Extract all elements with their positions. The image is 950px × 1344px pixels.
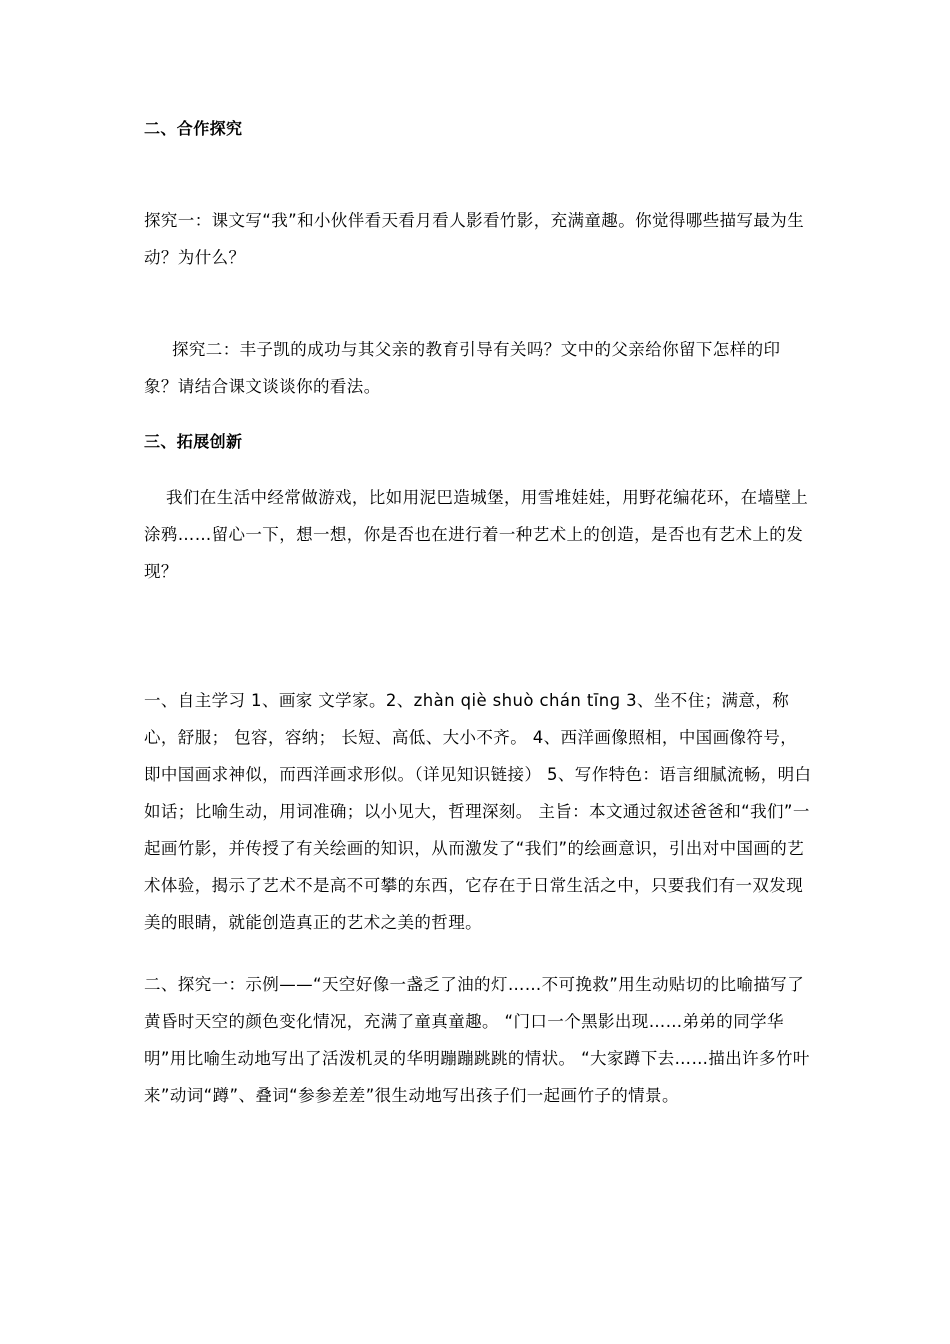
- inquiry-one-text: 探究一：课文写“我”和小伙伴看天看月看人影看竹影，充满童趣。你觉得哪些描写最为生动？为什么？: [144, 211, 805, 267]
- section-title-extension: 三、拓展创新: [144, 432, 243, 451]
- inquiry-two-text: 探究二：丰子凯的成功与其父亲的教育引导有关吗？文中的父亲给你留下怎样的印象？请结合课文谈谈你的看法。: [144, 340, 781, 396]
- answer-part-two-text: 二、探究一：示例——“天空好像一盏乏了油的灯……不可挽救”用生动贴切的比喻描写了黄昏时天空的颜色变化情况，充满了童真童趣。 “门口一个黑影出现……弟弟的同学华明”用比喻生动地写出了活泼机灵的华明蹦蹦跳跳的情状。 “大家蹲下去……描出许多竹叶来”动词“蹲”、叠词“参参差差”很生动地写出孩子们一起画竹子的情景。: [144, 975, 810, 1105]
- answer-part-one-text: 一、自主学习 1、画家 文学家。2、zhàn qiè shuò chán tīnɡ 3、坐不住；满意，称心，舒服； 包容，容纳； 长短、高低、大小不齐。 4、西洋画像照相，中国画像符号，即中国画求神似，而西洋画求形似。（详见知识链接） 5、写作特色：语言细腻流畅，明白如话；比喻生动，用词准确；以小见大，哲理深刻。 主旨：本文通过叙述爸爸和“我们”一起画竹影，并传授了有关绘画的知识，从而激发了“我们”的绘画意识，引出对中国画的艺术体验，揭示了艺术不是高不可攀的东西，它存在于日常生活之中，只要我们有一双发现美的眼睛，就能创造真正的艺术之美的哲理。: [144, 691, 812, 932]
- section-title-cooperative-inquiry: 二、合作探究: [144, 119, 243, 138]
- extension-body-text: 我们在生活中经常做游戏，比如用泥巴造城堡，用雪堆娃娃，用野花编花环，在墙壁上涂鸦……留心一下，想一想，你是否也在进行着一种艺术上的创造，是否也有艺术上的发现？: [144, 488, 809, 581]
